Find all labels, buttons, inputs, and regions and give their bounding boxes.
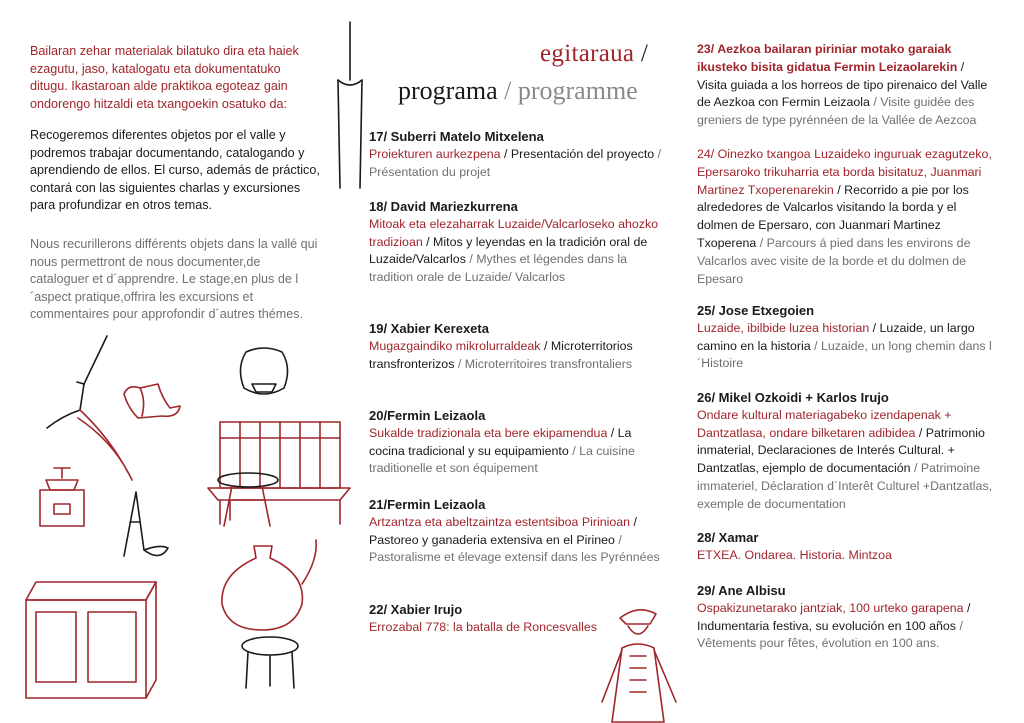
tripod-illustration: [116, 486, 176, 566]
entry-head: 22/ Xabier Irujo: [369, 602, 463, 617]
entry-head: 29/ Ane Albisu: [697, 583, 786, 598]
jug-illustration: [206, 530, 326, 640]
entry-head: 21/Fermin Leizaola: [369, 497, 486, 512]
entry-head: 20/Fermin Leizaola: [369, 408, 486, 423]
round-stool-illustration: [236, 632, 306, 692]
program-entry-22: 22/ Xabier Irujo Errozabal 778: la batalla de Roncesvalles: [369, 601, 669, 637]
intro-spanish: Recogeremos diferentes objetos por el valle y podremos trabajar documentando, catalogando y aprendiendo de ellos. El curso, además de práctico, contará con las siguientes charlas y excursiones para profundizar en otros temas.: [30, 128, 320, 213]
intro-basque: Bailaran zehar materialak bilatuko dira eta haiek ezagutu, jaso, katalogatu eta dokumentatuko ditugu. Ikastaroan alde praktikoa egoteaz gain ondorengo hitzaldi eta txangoekin osatuko da:: [30, 44, 299, 111]
stool-illustration: [212, 470, 282, 530]
entry-head: 28/ Xamar: [697, 530, 759, 545]
program-entry-20: 20/Fermin Leizaola Sukalde tradizionala eta bere ekipamendua / La cocina tradicional y su equipamiento / La cuisine traditionelle et son équipement: [369, 407, 669, 478]
intro-french: Nous recurillerons différents objets dans la vallé qui nous permettront de nous documenter,de cataloguer et d´apprendre. Le stage,en plus de l´aspect pratique,offrira les excursions et commentaires pour approfondir d´autres thémes.: [30, 237, 318, 322]
entry-head: 17/ Suberri Matelo Mitxelena: [369, 129, 544, 144]
coffee-grinder-illustration: [30, 460, 90, 530]
program-entry-21: 21/Fermin Leizaola Artzantza eta abeltzaintza estentsiboa Pirinioan / Pastoreo y ganaderia extensiva en el Pirineo / Pastoralisme et élevage extensif dans les Pyrénnées: [369, 496, 669, 567]
pitchfork-illustration: [330, 18, 370, 198]
pot-illustration: [232, 344, 296, 404]
title-egitaraua: egitaraua /: [540, 40, 649, 67]
program-entry-26: 26/ Mikel Ozkoidi + Karlos Irujo Ondare kultural materiagabeko izendapenak + Dantzatlasa, ondare bilketaren adibidea / Patrimonio inmaterial, Declaraciones de Interés Cultural. + Dantzatlas, ejemplo de documentación / Patrimoine immateriel, Déclaration d´Interêt Culturel +Dantzatlas, exemple de documentation: [697, 389, 997, 514]
program-entry-25: 25/ Jose Etxegoien Luzaide, ibilbide luzea historian / Luzaide, un largo camino en la historia / Luzaide, un long chemin dans l´Histoire: [697, 302, 997, 373]
program-entry-18: 18/ David Mariezkurrena Mitoak eta elezaharrak Luzaide/Valcarloseko ahozko tradizioan / Mitos y leyendas en la tradición oral de Luzaide/Valcarlos / Mythes et légendes dans la tradition orale de Luzaide/ Valcarlos: [369, 198, 669, 287]
clog-illustration: [118, 378, 188, 428]
entry-head: 26/ Mikel Ozkoidi + Karlos Irujo: [697, 390, 889, 405]
entry-head: 25/ Jose Etxegoien: [697, 303, 815, 318]
program-entry-24: 24/ Oinezko txangoa Luzaideko inguruak ezagutzeko, Epersaroko trikuharria eta borda bisitatuz, Juanmari Martinez Txoperenarekin / Recorrido a pie por los alrededores de Valcarlos visitando la borda y el dolmen de Epersaro, con Juanmari Martinez Txoperena / Parcours á pied dans les environs de Valcarlos avec visite de la borde et du dolmen de Epesaro: [697, 147, 992, 286]
entry-head: 18/ David Mariezkurrena: [369, 199, 518, 214]
entry-head: 19/ Xabier Kerexeta: [369, 321, 489, 336]
program-entry-29: 29/ Ane Albisu Ospakizunetarako jantziak, 100 urteko garapena / Indumentaria festiva, su evolución en 100 años / Vêtements pour fêtes, évolution en 100 ans.: [697, 582, 997, 653]
program-entry-19: 19/ Xabier Kerexeta Mugazgaindiko mikrolurraldeak / Microterritorios transfronterizos / Microterritoires transfrontaliers: [369, 320, 669, 373]
program-entry-28: 28/ Xamar ETXEA. Ondarea. Historia. Mintzoa: [697, 529, 997, 565]
costumed-figure-illustration: [594, 602, 684, 723]
program-entry-17: 17/ Suberri Matelo Mitxelena Proiekturen aurkezpena / Presentación del proyecto / Présentation du projet: [369, 128, 669, 181]
program-entry-23: 23/ Aezkoa bailaran piriniar motako garaiak ikusteko bisita gidatua Fermin Leizaolarekin / Visita guiada a los horreos de tipo pirenaico del Valle de Aezkoa con Fermin Leizaola / Visite guidée des greniers de type pyrénnéen de la Vallée de Aezcoa: [697, 42, 988, 128]
title-programa: programa / programme: [398, 76, 638, 105]
chest-illustration: [16, 572, 166, 707]
